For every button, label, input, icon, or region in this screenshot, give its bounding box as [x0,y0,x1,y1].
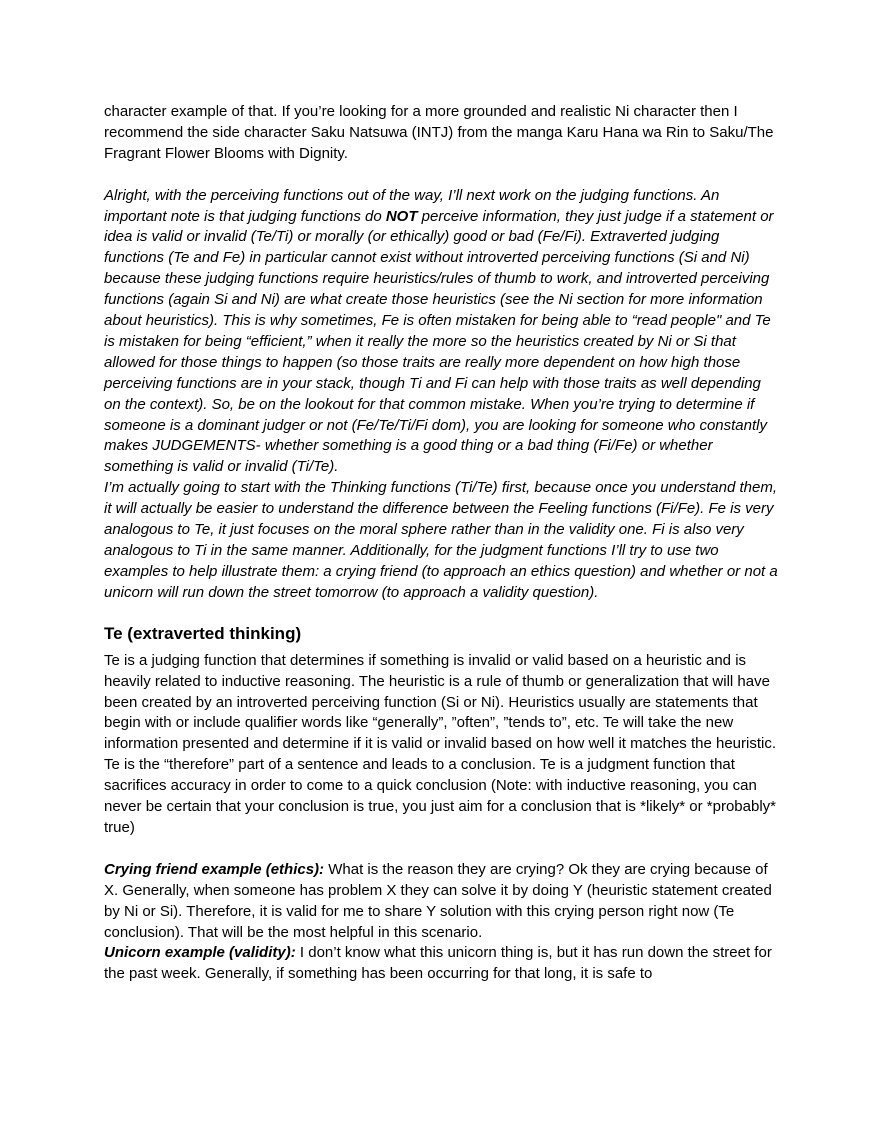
paragraph-intro: character example of that. If you’re looking for a more grounded and realistic Ni character then I recommend the side character Saku Natsuwa (INTJ) from the manga Karu Hana wa Rin to Saku/The Fragrant Flower Blooms with Dignity. [104,103,774,162]
judging-text-b: perceive information, they just judge if a statement or idea is valid or invalid (Te/Ti) or morally (or ethically) good or bad (Fe/Fi). Extraverted judging functions (Te and Fe) in particular cannot exist without introverted perceiving functions (Si and Ni) because these judging functions require heuristics/rules of thumb to work, and introverted perceiving functions (again Si and Ni) are what create those heuristics (see the Ni section for more information about heuristics). This is why sometimes, Fe is often mistaken for being able to “read people" and Te is mistaken for being “efficient,” when it really the more so the heuristics created by Ni or Si that allowed for those things to happen (so those traits are really more dependent on how high those perceiving functions are in your stack, though Ti and Fi can help with those traits as well depending on the context). So, be on the lookout for that common mistake. When you’re trying to determine if someone is a dominant judger or not (Fe/Te/Ti/Fi dom), you are looking for someone who constantly makes JUDGEMENTS- whether something is a good thing or a bad thing (Fi/Fe) or whether something is valid or invalid (Ti/Te). [104,207,774,476]
paragraph-gap [104,839,778,860]
paragraph-te: Te is a judging function that determines if something is invalid or valid based on a heuristic and is heavily related to inductive reasoning. The heuristic is a rule of thumb or generalization that will have been created by an introverted perceiving function (Si or Ni). Heuristics usually are statements that begin with or include qualifier words like “generally”, ”often”, ”tends to”, etc. Te will take the new information presented and determine if it is valid or invalid based on how well it matches the heuristic. Te is the “therefore” part of a sentence and leads to a conclusion. Te is a judgment function that sacrifices accuracy in order to come to a quick conclusion (Note: with inductive reasoning, you can never be certain that your conclusion is true, you just aim for a conclusion that is *likely* or *probably* true) [104,651,777,836]
document-page [104,102,778,985]
paragraph-gap [104,165,778,186]
judging-text-a: Alright, with the perceiving functions out of the way, I’ll next work on the judging functions. An important note is that judging functions do [104,186,720,225]
paragraph-crying-example [104,860,778,944]
unicorn-example-label: Unicorn example (validity): [104,944,296,962]
unicorn-example-text: I don’t know what this unicorn thing is, but it has run down the street for the past week. Generally, if something has been occurring for that long, it is safe to [104,944,772,983]
heading-te: Te (extraverted thinking) [104,623,302,643]
crying-example-label: Crying friend example (ethics): [104,860,325,878]
emphasis-not: NOT [385,207,418,225]
paragraph-thinking-functions: I’m actually going to start with the Thinking functions (Ti/Te) first, because once you understand them, it will actually be easier to understand the difference between the Feeling functions (Fi/Fe). Fe is very analogous to Te, it just focuses on the moral sphere rather than in the validity one. Fi is also very analogous to Ti in the same manner. Additionally, for the judgment functions I’ll try to use two examples to help illustrate them: a crying friend (to approach an ethics question) and whether or not a unicorn will run down the street tomorrow (to approach a validity question). [104,479,778,601]
paragraph-unicorn-example [104,943,778,985]
paragraph-judging-functions [104,186,778,479]
crying-example-text: What is the reason they are crying? Ok they are crying because of X. Generally, when someone has problem X they can solve it by doing Y (heuristic statement created by Ni or Si). Therefore, it is valid for me to share Y solution with this crying person right now (Te conclusion). That will be the most helpful in this scenario. [104,860,772,941]
